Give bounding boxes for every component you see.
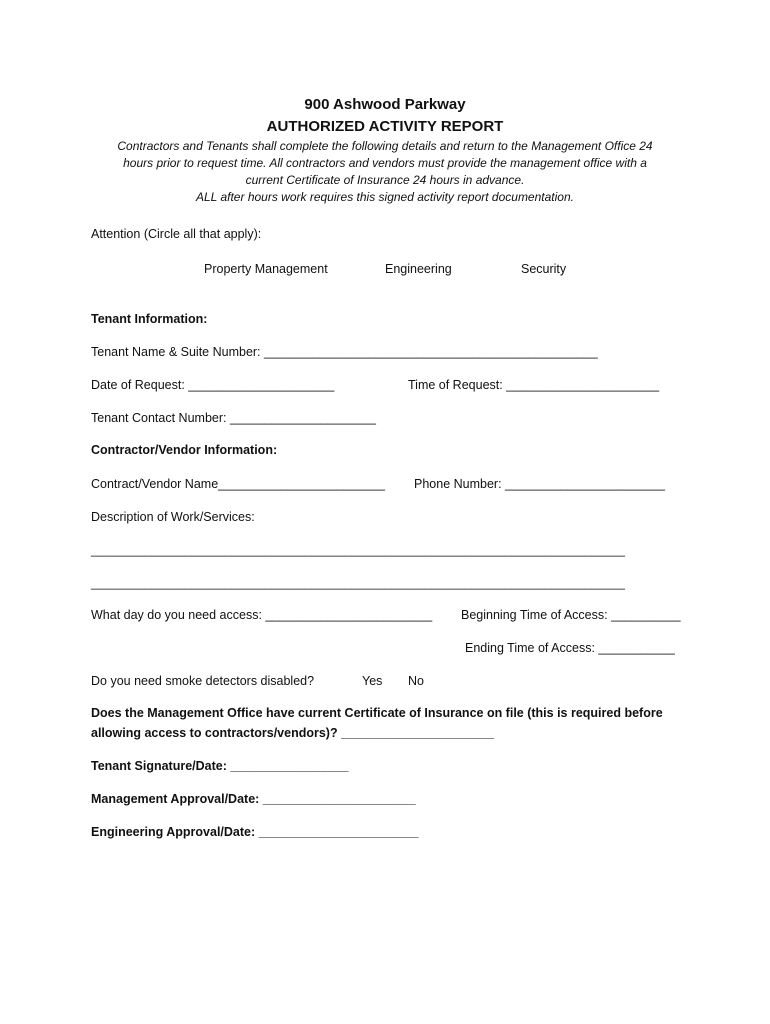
tenant-signature-field[interactable]: Tenant Signature/Date: _________________ — [91, 759, 349, 773]
contractor-vendor-name-field[interactable]: Contract/Vendor Name________________________ — [91, 477, 385, 491]
description-line-2[interactable]: ________________________________________________________________________________ — [91, 576, 625, 590]
smoke-detector-question: Do you need smoke detectors disabled? — [91, 674, 315, 688]
tenant-contact-number-field[interactable]: Tenant Contact Number: _____________________ — [91, 411, 376, 425]
beginning-time-field[interactable]: Beginning Time of Access: __________ — [461, 608, 681, 622]
insurance-question-line-1: Does the Management Office have current Certificate of Insurance on file (this is required before — [91, 706, 663, 720]
attention-option-property-management[interactable]: Property Management — [204, 262, 328, 276]
date-of-request-field[interactable]: Date of Request: _____________________ — [91, 378, 335, 392]
phone-number-field[interactable]: Phone Number: _______________________ — [414, 477, 665, 491]
insurance-question-line-2[interactable]: allowing access to contractors/vendors)? ______________________ — [91, 726, 495, 740]
access-day-field[interactable]: What day do you need access: ________________________ — [91, 608, 433, 622]
attention-option-security[interactable]: Security — [521, 262, 567, 276]
engineering-approval-field[interactable]: Engineering Approval/Date: _______________________ — [91, 825, 419, 839]
tenant-name-suite-field[interactable]: Tenant Name & Suite Number: ________________________________________________ — [91, 345, 598, 359]
intro-line-3: current Certificate of Insurance 24 hours in advance. — [245, 173, 525, 187]
attention-label: Attention (Circle all that apply): — [91, 227, 262, 241]
description-label: Description of Work/Services: — [91, 510, 255, 524]
tenant-info-heading: Tenant Information: — [91, 312, 208, 326]
smoke-yes-option[interactable]: Yes — [362, 674, 383, 688]
smoke-no-option[interactable]: No — [408, 674, 424, 688]
form-title: AUTHORIZED ACTIVITY REPORT — [266, 118, 504, 135]
building-address: 900 Ashwood Parkway — [304, 96, 466, 113]
intro-line-2: hours prior to request time. All contractors and vendors must provide the management office with a — [123, 156, 647, 170]
contractor-info-heading: Contractor/Vendor Information: — [91, 443, 278, 457]
attention-option-engineering[interactable]: Engineering — [385, 262, 452, 276]
time-of-request-field[interactable]: Time of Request: ______________________ — [408, 378, 660, 392]
ending-time-field[interactable]: Ending Time of Access: ___________ — [465, 641, 675, 655]
intro-line-1: Contractors and Tenants shall complete the following details and return to the Management Office 24 — [117, 139, 653, 153]
intro-line-4: ALL after hours work requires this signed activity report documentation. — [196, 190, 574, 204]
description-line-1[interactable]: ________________________________________________________________________________ — [91, 543, 625, 557]
management-approval-field[interactable]: Management Approval/Date: ______________________ — [91, 792, 416, 806]
